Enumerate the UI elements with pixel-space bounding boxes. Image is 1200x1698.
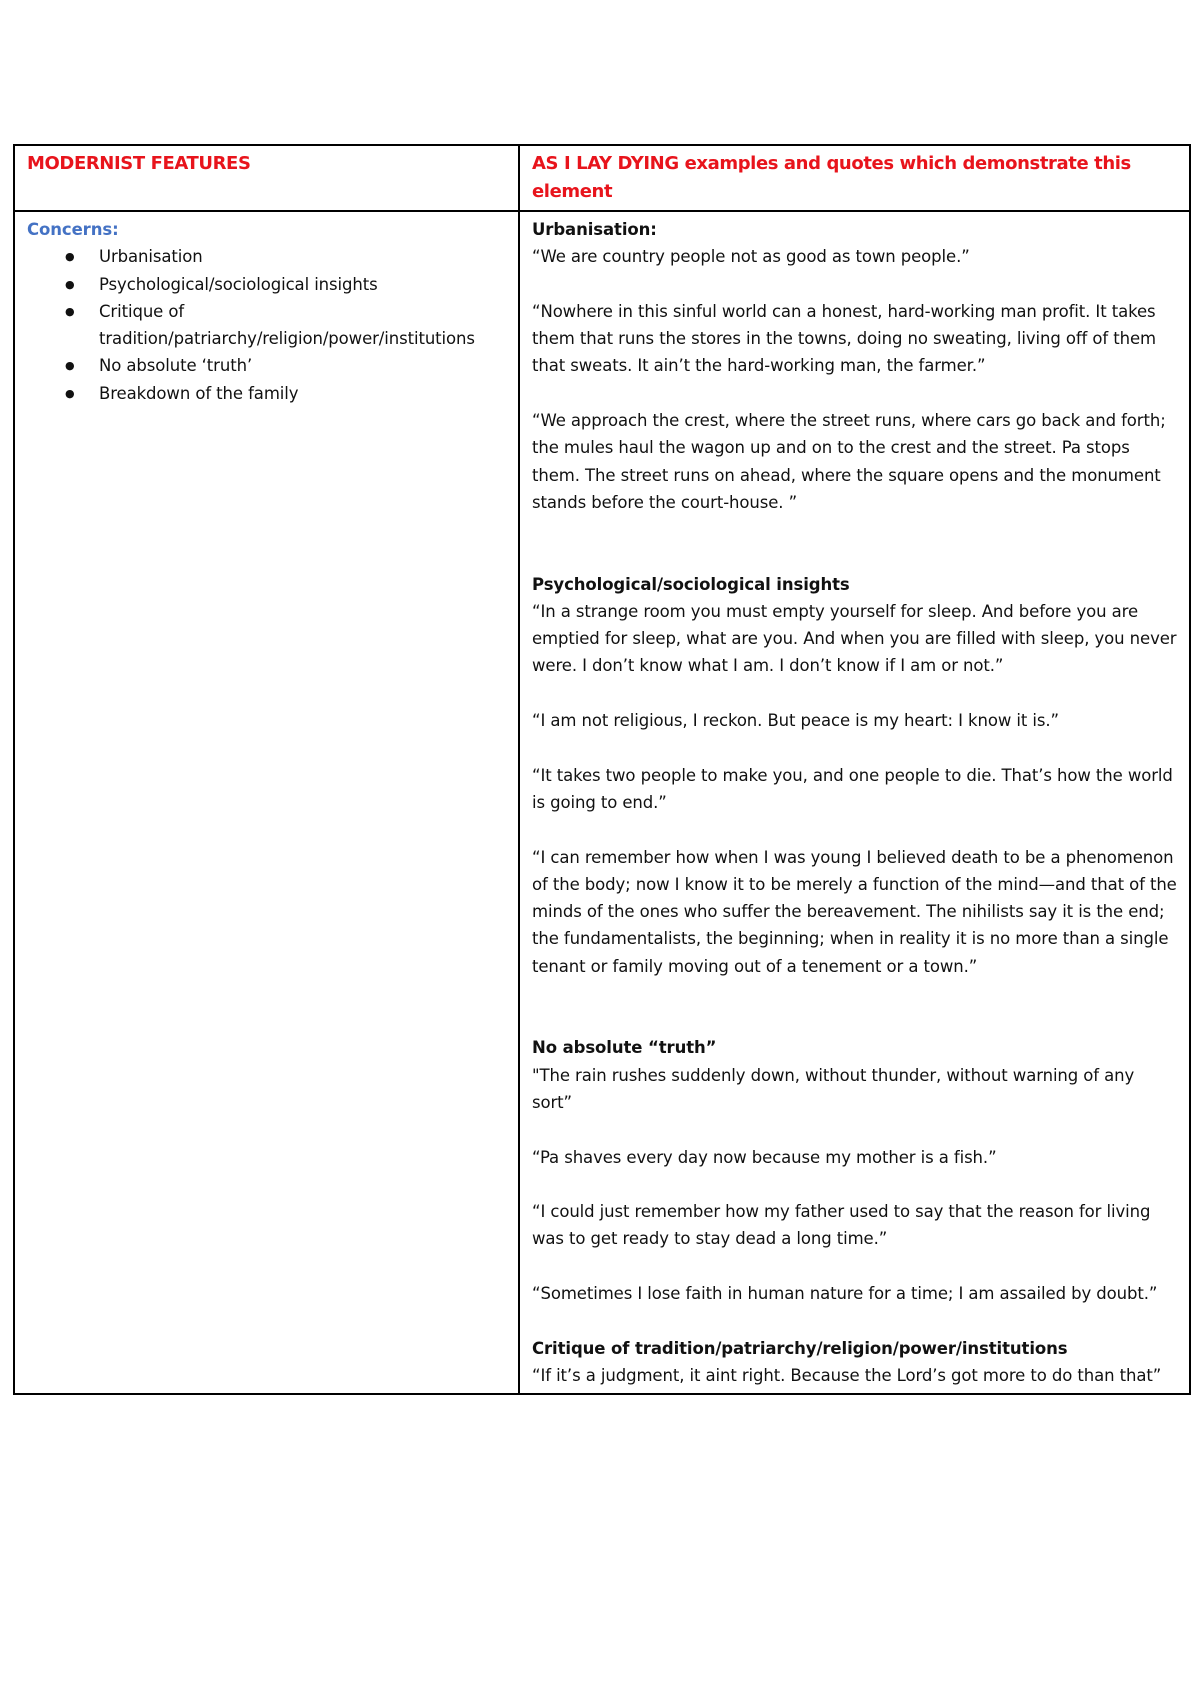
quote: “If it’s a judgment, it aint right. Because the Lord’s got more to do than that”: [532, 1365, 1162, 1385]
list-item: ● No absolute ‘truth’: [27, 352, 508, 379]
header-left-text: MODERNIST FEATURES: [27, 153, 251, 174]
feature-quote-table: [13, 144, 1191, 1395]
section-title: Urbanisation:: [532, 220, 657, 239]
quote: “I am not religious, I reckon. But peace is my heart: I know it is.”: [532, 711, 1059, 731]
list-item: ● Breakdown of the family: [27, 380, 508, 407]
quote: “I could just remember how my father used to say that the reason for living was to get ready to stay dead a long time.”: [532, 1202, 1151, 1249]
section-urbanisation: [532, 216, 1179, 571]
section-critique: [532, 1335, 1179, 1390]
quote: “Sometimes I lose faith in human nature for a time; I am assailed by doubt.”: [532, 1283, 1158, 1303]
header-as-i-lay-dying: [519, 145, 1190, 211]
quote: “Pa shaves every day now because my mother is a fish.”: [532, 1147, 997, 1167]
list-item: ● Critique of tradition/patriarchy/religion/power/institutions: [27, 298, 508, 353]
concerns-list: [27, 243, 508, 407]
spacer: [532, 1007, 1179, 1034]
quote: “We approach the crest, where the street runs, where cars go back and forth; the mules haul the wagon up and on to the crest and the street. Pa stops them. The street runs on ahead, where the square opens and the monument stands before the court-house. ”: [532, 411, 1166, 512]
quotes-cell: [519, 211, 1190, 1394]
list-item: ● Psychological/sociological insights: [27, 271, 508, 298]
header-row: [14, 145, 1190, 211]
header-right-text: AS I LAY DYING examples and quotes which demonstrate this element: [532, 153, 1131, 202]
quote: “It takes two people to make you, and one people to die. That’s how the world is going to end.”: [532, 765, 1173, 812]
quote: "The rain rushes suddenly down, without thunder, without warning of any sort”: [532, 1065, 1135, 1112]
section-title: Critique of tradition/patriarchy/religion/power/institutions: [532, 1338, 1068, 1358]
section-no-absolute-truth: [532, 1034, 1179, 1307]
header-modernist-features: [14, 145, 519, 211]
spacer: [532, 544, 1179, 571]
section-title: Psychological/sociological insights: [532, 574, 850, 594]
content-row: [14, 211, 1190, 1394]
section-psychological: [532, 571, 1179, 1035]
quote: “In a strange room you must empty yourself for sleep. And before you are emptied for sleep, what are you. And when you are filled with sleep, you never were. I don’t know what I am. I don’t know if I am or not.”: [532, 601, 1177, 676]
quote: “Nowhere in this sinful world can a honest, hard-working man profit. It takes them that runs the stores in the towns, doing no sweating, living off of them that sweats. It ain’t the hard-working man, the farmer.”: [532, 301, 1157, 376]
concerns-label: Concerns:: [27, 220, 119, 239]
quote: “I can remember how when I was young I believed death to be a phenomenon of the body; now I know it to be merely a function of the mind—and that of the minds of the ones who suffer the bereavement. The nihilists say it is the end; the fundamentalists, the beginning; when in reality it is no more than a single tenant or family moving out of a tenement or a town.”: [532, 847, 1177, 976]
section-title: No absolute “truth”: [532, 1038, 717, 1058]
concerns-cell: [14, 211, 519, 1394]
quote: “We are country people not as good as town people.”: [532, 247, 970, 267]
list-item: ● Urbanisation: [27, 243, 508, 270]
